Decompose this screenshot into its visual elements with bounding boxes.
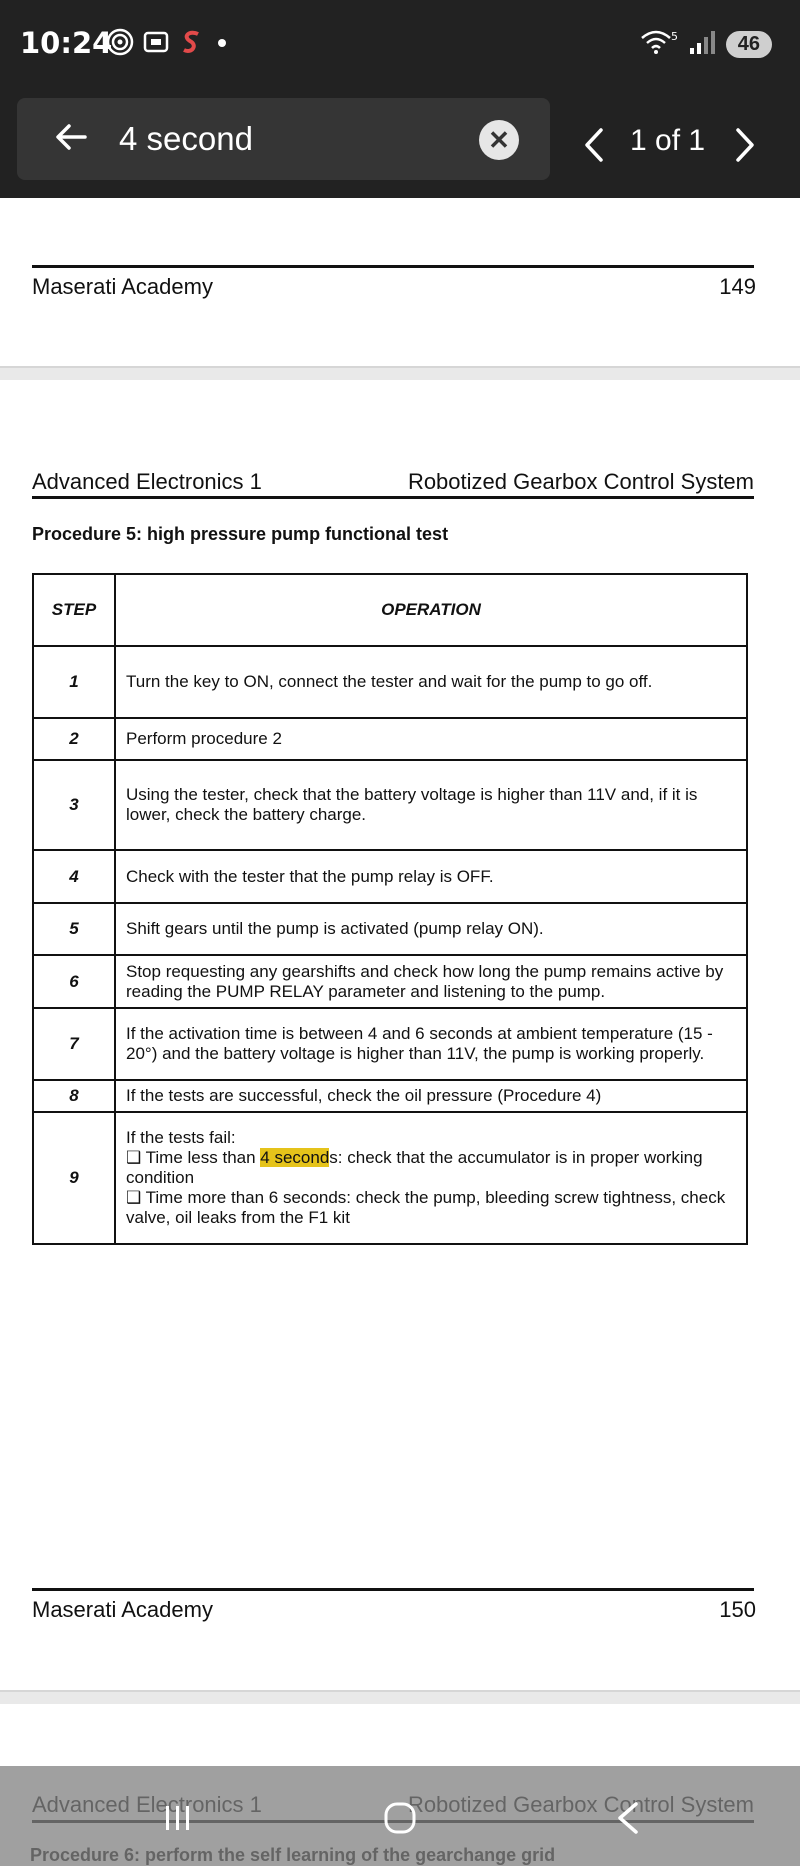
header-left-text: Advanced Electronics 1 xyxy=(32,469,262,494)
operation-text: If the tests are successful, check the oil pressure (Procedure 4) xyxy=(115,1080,747,1112)
operation-text: Check with the tester that the pump relay is OFF. xyxy=(115,850,747,903)
status-bar xyxy=(0,0,800,90)
table-row xyxy=(33,955,747,1008)
step-number: 3 xyxy=(33,760,115,850)
operation-text: Stop requesting any gearshifts and check how long the pump remains active by reading the PUMP RELAY parameter and listening to the pump. xyxy=(115,955,747,1008)
table-row xyxy=(33,1008,747,1080)
step-number: 5 xyxy=(33,903,115,955)
operation-text-multi xyxy=(115,1112,747,1244)
signal-icon xyxy=(688,28,718,61)
fail-bullet-2: ❑ Time more than 6 seconds: check the pump, bleeding screw tightness, check valve, oil leaks from the F1 kit xyxy=(126,1188,726,1227)
table-row xyxy=(33,1112,747,1244)
operations-table xyxy=(32,573,748,1245)
home-icon[interactable] xyxy=(380,1798,420,1838)
back-arrow-icon[interactable] xyxy=(47,112,97,162)
clear-search-button[interactable]: ✕ xyxy=(479,120,519,160)
next-match-button[interactable] xyxy=(728,120,764,170)
status-notification-icons xyxy=(106,28,230,63)
table-header-row xyxy=(33,574,747,646)
table-row xyxy=(33,718,747,760)
table-row xyxy=(33,1080,747,1112)
bullet-pre: ❑ Time less than xyxy=(126,1148,261,1167)
status-system-icons xyxy=(640,28,772,61)
table-row xyxy=(33,760,747,850)
step-number: 2 xyxy=(33,718,115,760)
operation-text: Using the tester, check that the battery voltage is higher than 11V and, if it is lower, check the battery charge. xyxy=(115,760,747,850)
step-number: 6 xyxy=(33,955,115,1008)
step-number: 1 xyxy=(33,646,115,718)
dot-icon xyxy=(214,28,230,63)
footer-rule xyxy=(32,1588,754,1591)
header-rule xyxy=(32,496,754,499)
battery-indicator: 46 xyxy=(726,31,772,58)
column-header-operation: OPERATION xyxy=(115,574,747,646)
step-number: 9 xyxy=(33,1112,115,1244)
table-row xyxy=(33,646,747,718)
page-number: 150 xyxy=(719,1597,756,1622)
find-toolbar xyxy=(0,90,800,198)
column-header-step: STEP xyxy=(33,574,115,646)
operation-text: Perform procedure 2 xyxy=(115,718,747,760)
status-time: 10:24 xyxy=(20,26,113,60)
page-number: 149 xyxy=(719,274,756,299)
screenshot-icon xyxy=(142,28,170,63)
search-input[interactable] xyxy=(117,116,461,162)
wifi-badge: 5 xyxy=(670,30,678,43)
search-highlight: 4 second xyxy=(260,1148,330,1167)
bullet-post: s: check that the accumulator is in proper working condition xyxy=(126,1148,703,1187)
table-row xyxy=(33,850,747,903)
recent-apps-icon[interactable] xyxy=(158,1798,198,1838)
header-right-text: Robotized Gearbox Control System xyxy=(407,469,754,494)
operation-text: Turn the key to ON, connect the tester and wait for the pump to go off. xyxy=(115,646,747,718)
step-number: 7 xyxy=(33,1008,115,1080)
table-row xyxy=(33,903,747,955)
app-s-icon xyxy=(178,28,206,63)
match-count: 1 of 1 xyxy=(630,124,706,157)
back-nav-icon[interactable] xyxy=(608,1798,648,1838)
footer-left-text: Maserati Academy xyxy=(32,274,213,299)
fail-intro: If the tests fail: xyxy=(126,1128,236,1147)
fail-bullet-1 xyxy=(126,1148,736,1188)
search-box xyxy=(17,98,550,180)
previous-match-button[interactable] xyxy=(575,120,611,170)
step-number: 8 xyxy=(33,1080,115,1112)
footer-left-text: Maserati Academy xyxy=(32,1597,213,1622)
operation-text: Shift gears until the pump is activated (pump relay ON). xyxy=(115,903,747,955)
wifi-icon xyxy=(640,28,680,61)
page-149 xyxy=(0,198,800,366)
step-number: 4 xyxy=(33,850,115,903)
footer-rule xyxy=(32,265,754,268)
procedure-title: Procedure 5: high pressure pump functional test xyxy=(32,524,449,544)
operation-text: If the activation time is between 4 and 6 seconds at ambient temperature (15 - 20°) and the battery voltage is higher than 11V, the pump is working properly. xyxy=(115,1008,747,1080)
fingerprint-icon xyxy=(106,28,134,63)
